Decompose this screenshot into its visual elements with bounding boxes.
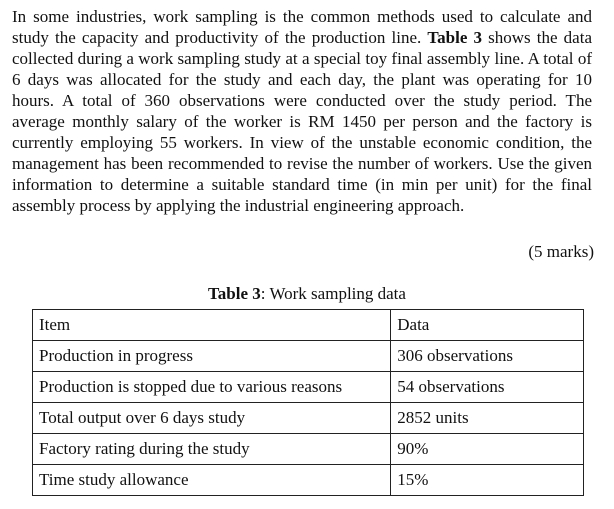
- table-caption: [0, 283, 614, 304]
- header-data: Data: [391, 310, 584, 341]
- row-item: Production in progress: [33, 341, 391, 372]
- table-row: [33, 372, 584, 403]
- row-data: 2852 units: [391, 403, 584, 434]
- row-data: 15%: [391, 465, 584, 496]
- row-item: Total output over 6 days study: [33, 403, 391, 434]
- row-item: Factory rating during the study: [33, 434, 391, 465]
- marks-label: (5 marks): [528, 242, 594, 261]
- row-data: 306 observations: [391, 341, 584, 372]
- row-data: 90%: [391, 434, 584, 465]
- table-row: [33, 341, 584, 372]
- question-text-part2: shows the data collected during a work sampling study at a special toy final assembly line. A total of 6 days was allocated for the study and each day, the plant was operating for 10 hours. A total of 360 observations were conducted over the study period. The average monthly salary of the worker is RM 1450 per person and the factory is currently employing 55 workers. In view of the unstable economic condition, the management has been recommended to revise the number of workers. Use the given information to determine a suitable standard time (in min per unit) for the final assembly process by applying the industrial engineering approach.: [12, 28, 592, 215]
- header-item: Item: [33, 310, 391, 341]
- table-reference: Table 3: [427, 28, 483, 47]
- table-row: [33, 403, 584, 434]
- table-caption-text: : Work sampling data: [260, 284, 406, 303]
- table-row: [33, 465, 584, 496]
- row-data: 54 observations: [391, 372, 584, 403]
- row-item: Time study allowance: [33, 465, 391, 496]
- question-text-part1: In some industries, work sampling is the common methods used to calculate and study the capacity and productivity of the production line.: [12, 7, 592, 47]
- row-item: Production is stopped due to various reasons: [33, 372, 391, 403]
- table-caption-label: Table 3: [208, 284, 261, 303]
- table-row: [33, 434, 584, 465]
- table-header-row: [33, 310, 584, 341]
- work-sampling-table: [32, 309, 584, 496]
- question-paragraph: [12, 6, 592, 216]
